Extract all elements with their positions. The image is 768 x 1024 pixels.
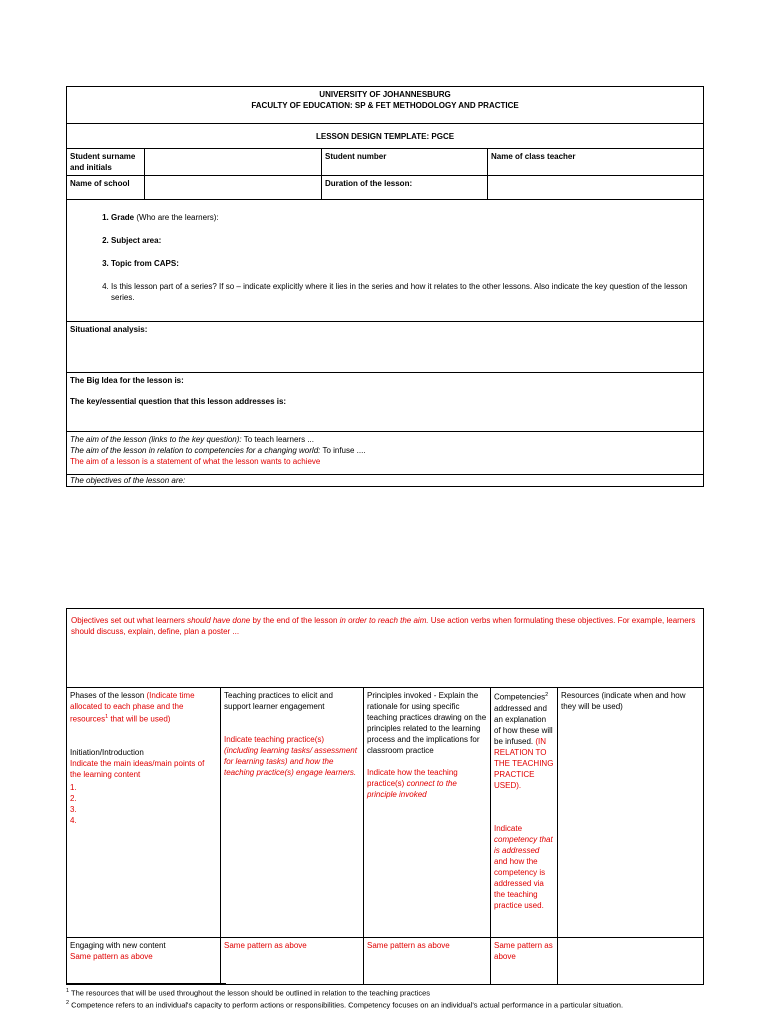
list-item: 4. — [70, 815, 77, 825]
template-title: LESSON DESIGN TEMPLATE: PGCE — [67, 124, 704, 149]
question-series: 4. Is this lesson part of a series? If so – indicate explicitly where it lies in the series and how it relates to the other lessons. Also indicate the key question of the lesson series. — [111, 281, 695, 303]
faculty-name: FACULTY OF EDUCATION: SP & FET METHODOLOGY AND PRACTICE — [251, 101, 519, 110]
questions-list — [75, 212, 695, 303]
teaching-title: Teaching practices to elicit and support learner engagement — [224, 691, 333, 711]
situational-analysis[interactable]: Situational analysis: — [67, 322, 704, 373]
principles-title: Principles invoked - Explain the rationale for using specific teaching practices drawing on the principles related to the learning process and the implications for classroom practice — [367, 691, 487, 755]
big-idea-label: The Big Idea for the lesson is: — [70, 376, 184, 385]
teaching-hint-b: (including learning tasks/ assessment for learning tasks) and how the teaching practice(s) engage learners. — [224, 746, 357, 777]
question-grade: 1. Grade (Who are the learners): — [111, 212, 695, 223]
phases-column[interactable] — [67, 688, 221, 938]
student-surname-label: Student surname and initials — [67, 149, 145, 176]
competencies-title: Competencies$^2$ addressed and an explanation of how these will be infused. (IN RELATION TO THE TEACHING PRACTICE USED). — [494, 692, 554, 790]
question-subject: 2. Subject area: — [111, 235, 695, 246]
aim-note: The aim of a lesson is a statement of what the lesson wants to achieve — [70, 457, 321, 466]
same-pattern-text: Same pattern as above — [70, 952, 153, 961]
same-pattern-teaching[interactable]: Same pattern as above — [221, 938, 364, 985]
footnote-divider — [66, 983, 226, 984]
resources-title: Resources (indicate when and how they will be used) — [561, 691, 686, 711]
list-item: 3. — [70, 804, 77, 814]
teaching-practices-column[interactable] — [221, 688, 364, 938]
aim-box[interactable] — [67, 432, 704, 475]
phases-title: Phases of the lesson (Indicate time allocated to each phase and the resources$^1$ that will be used) — [70, 691, 195, 724]
key-question-label: The key/essential question that this lesson addresses is: — [70, 397, 287, 406]
competencies-column[interactable] — [491, 688, 558, 938]
same-pattern-competencies[interactable]: Same pattern as above — [491, 938, 558, 985]
big-idea-box[interactable] — [67, 373, 704, 432]
principles-hint: Indicate how the teaching practice(s) connect to the principle invoked — [367, 768, 458, 799]
competencies-hint: Indicate competency that is addressed and how the competency is addressed via the teaching practice used. — [494, 823, 553, 910]
main-ideas-list — [70, 782, 217, 826]
questions-box — [67, 200, 704, 322]
school-name-label: Name of school — [67, 176, 145, 200]
aim-line-2: The aim of the lesson in relation to competencies for a changing world: To infuse .... — [70, 446, 366, 455]
lesson-phases-table — [66, 608, 704, 985]
resources-empty-cell[interactable] — [558, 938, 704, 985]
list-item: 1. — [70, 782, 77, 792]
duration-label: Duration of the lesson: — [322, 176, 488, 200]
teaching-hint-a: Indicate teaching practice(s) — [224, 735, 325, 744]
header-cell — [67, 87, 704, 124]
school-name-field[interactable] — [145, 176, 322, 200]
lesson-header-table — [66, 86, 704, 487]
objectives-instruction[interactable]: Objectives set out what learners should have done by the end of the lesson in order to reach the aim. Use action verbs when formulating these objectives. For example, learners should discuss, explain, define, plan a poster ... — [67, 609, 704, 688]
student-surname-field[interactable] — [145, 149, 322, 176]
university-name: UNIVERSITY OF JOHANNESBURG — [319, 90, 451, 99]
footnote-1: $^1$ The resources that will be used throughout the lesson should be outlined in relation to the teaching practices — [66, 988, 430, 998]
engaging-label: Engaging with new content — [70, 941, 166, 950]
footnote-2: $^2$ Competence refers to an individual's capacity to perform actions or responsibilities. Competency focuses on an individual's actual performance in a particular situation. — [66, 1000, 624, 1010]
duration-field[interactable] — [488, 176, 704, 200]
objectives-label[interactable]: The objectives of the lesson are: — [67, 475, 704, 487]
class-teacher-label[interactable]: Name of class teacher — [488, 149, 704, 176]
engaging-cell[interactable] — [67, 938, 221, 985]
principles-column[interactable] — [364, 688, 491, 938]
question-topic: 3. Topic from CAPS: — [111, 258, 695, 269]
same-pattern-principles[interactable]: Same pattern as above — [364, 938, 491, 985]
aim-line-1: The aim of the lesson (links to the key question): To teach learners ... — [70, 435, 314, 444]
resources-column[interactable] — [558, 688, 704, 938]
main-ideas-hint: Indicate the main ideas/main points of the learning content — [70, 758, 205, 779]
student-number-label: Student number — [322, 149, 488, 176]
list-item: 2. — [70, 793, 77, 803]
initiation-label: Initiation/Introduction — [70, 747, 144, 757]
